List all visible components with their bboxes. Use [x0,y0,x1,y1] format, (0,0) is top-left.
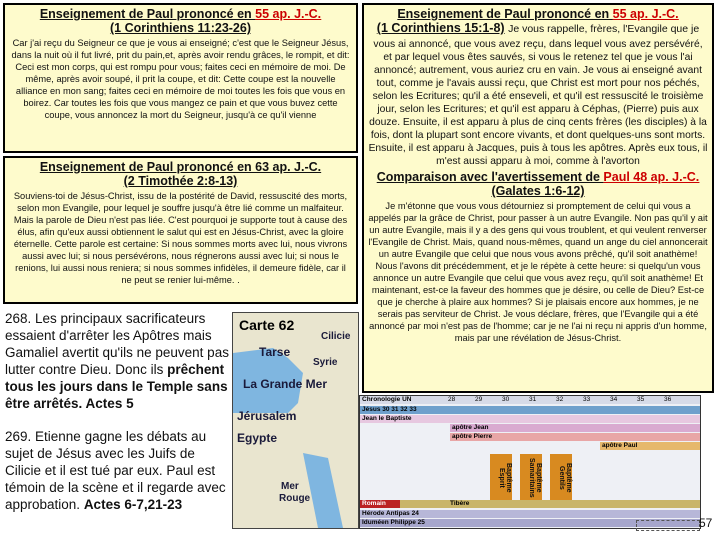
box2-text: Souviens-toi de Jésus-Christ, issu de la postérité de David, ressuscité des morts, selon mon Evangile, pour lequel je souffre jusqu'à être lié comme un malfaiteur. Mais la parole de Dieu n'est pas liée. C'est pourquoi je supporte tout à cause des élus, afin qu'eux aussi obtiennent le salut qui est en Jésus-Christ, avec la gloire éternelle. Cette parole est certaine: Si nous sommes morts avec lui, nous vivrons aussi avec lui; si nous persévérons, nous régnerons aussi avec lui; si nous le renions, lui aussi nous reniera; si nous sommes infidèles, il demeure fidèle, car il ne peut se renier lui-même. . [13,191,348,285]
box-2-timothee [3,156,358,304]
chronology-chart [359,395,701,529]
chart-row-jean: apôtre Jean [450,424,700,432]
map-label-egypte: Egypte [237,431,278,445]
map-label-rouge: Rouge [279,493,311,504]
chart-row-pierre: apôtre Pierre [450,433,700,441]
box3-title: Enseignement de Paul prononcé en 55 ap. J.-C. [397,7,679,21]
map-label-tarse: Tarse [259,345,291,359]
chart-row-paul: apôtre Paul [600,442,700,450]
map-label-mer: Mer [281,481,299,492]
box1-ref: (1 Corinthiens 11:23-26) [109,21,251,35]
item-268: 268. Les principaux sacrificateurs essaient d'arrêter les Apôtres mais Gamaliel avertit qu'ils ne peuvent pas lutter contre Dieu. Donc ils prêchent tous les jours dans le Temple sans être arrêtés. Actes 5 [5,311,229,411]
chart-row-herode: Hérode Antipas 24 [360,510,700,518]
chart-year: 36 [664,396,672,403]
chart-row-jesus: Jésus 30 31 32 33 [360,406,700,414]
chart-row-romain: Romain [360,500,400,508]
chart-row-jean-baptiste: Jean le Baptiste [360,415,700,423]
chart-header: Chronologie UN [362,396,412,403]
map-label-syrie: Syrie [313,357,338,368]
chart-vertical-label: Baptême Samaritains [520,454,542,502]
chart-year: 30 [502,396,510,403]
map-label-jerusalem: Jérusalem [237,409,297,423]
chart-year: 33 [583,396,591,403]
item-269: 269. Etienne gagne les débats au sujet de Jésus avec les Juifs de Cilicie et il est tué par eux. Paul est témoin de la scène et il regarde avec approbation. Actes 6-7,21-23 [5,429,226,512]
map-label-cilicie: Cilicie [321,331,351,342]
chart-row-tibere: Tibère [360,500,700,508]
box1-text: Car j'ai reçu du Seigneur ce que je vous ai enseigné; c'est que le Seigneur Jésus, dans la nuit où il fut livré, prit du pain,et, après avoir rendu grâces, le rompit, et dit: Ceci est mon corps, qui est rompu pour vous; faites ceci en mémoire de moi. De même, après avoir soupé, il prit la coupe, et dit: Cette coupe est la nouvelle alliance en mon sang; faites ceci en mémoire de moi toutes les fois que vous en boirez. Car toutes les fois que vous mangez ce pain et que vous buvez cette coupe, vous annoncez la mort du Seigneur, jusqu'à ce qu'il vienne [11,38,350,120]
chart-year: 32 [556,396,564,403]
box2-ref: (2 Timothée 2:8-13) [123,174,238,188]
box-1-corinthians-11 [3,3,358,153]
chart-year: 35 [637,396,645,403]
box-1-corinthians-15 [362,3,714,393]
box3-text: vous ai annoncé, que vous avez reçu, dans lequel vous avez persévéré, et par lequel vous êtes sauvés, si vous le retenez tel que je vous l'ai annoncé; autrement, vous auriez cru en vain. Je vous ai enseigné avant tout, comme je l'avais aussi reçu, que Christ est mort pour nos péchés, selon les Ecritures; qu'il a été enseveli, et qu'il est ressuscité le troisième jour, selon les Ecritures; et qu'il est apparu à Céphas, (Pierre) puis aux douze. Ensuite, il est apparu à plus de cinq cents frères (les disciples) à la fois, dont la plupart sont encore vivants, et dont quelques-uns sont morts. Ensuite, il est apparu à Jacques, puis à tous les apôtres. Après eux tous, il m'est aussi apparu à moi, comme à l'avorton [368,39,708,167]
box3-ref: (1 Corinthiens 15:1-8) Je vous rappelle, frères, l'Evangile que je [376,21,700,35]
page-number: 57 [699,516,713,530]
chart-year: 29 [475,396,483,403]
compare-text: Je m'étonne que vous vous détourniez si promptement de celui qui vous a appelés par la grâce de Christ, pour passer à un autre Evangile. Non pas qu'il y ait un autre Evangile, mais il y a des gens qui vous troublent, et qui veulent renverser l'Evangile de Christ. Mais, quand nous-mêmes, quand un ange du ciel annoncerait un autre Evangile que celui que nous vous avons prêché, qu'il soit anathème! Nous l'avons dit précédemment, et je le répète à cette heure: si quelqu'un vous annonce un autre Evangile que celui que vous avez reçu, qu'il soit anathème! Et maintenant, est-ce la faveur des hommes que je désire, ou celle de Dieu? Est-ce que je cherche à plaire aux hommes? Si je plaisais encore aux hommes, je ne serais pas serviteur de Christ. Je vous déclare, frères, que l'Evangile qui a été annoncé par moi n'est pas de l'homme; car je ne l'ai ni reçu ni appris d'un homme, mais par une révélation de Jésus-Christ. [368,201,708,343]
chart-year: 31 [529,396,537,403]
chart-year: 34 [610,396,618,403]
map-title: Carte 62 [239,317,295,333]
compare-title: Comparaison avec l'avertissement de Paul 48 ap. J.-C. (Galates 1:6-12) [376,170,700,198]
box2-title: Enseignement de Paul prononcé en 63 ap. J.-C. [39,160,322,174]
chart-header-row [360,396,700,404]
chart-vertical-label: Baptême Esprit [490,454,512,502]
box1-title: Enseignement de Paul prononcé en 55 ap. J.-C. [39,7,322,21]
page-marker [636,520,700,531]
chart-year: 28 [448,396,456,403]
chart-vertical-label: Baptême Gentils [550,454,572,502]
map-label-grande-mer: La Grande Mer [243,377,328,391]
map-62 [232,312,359,529]
chart-row-philippe: Iduméen Philippe 25 [360,519,700,527]
